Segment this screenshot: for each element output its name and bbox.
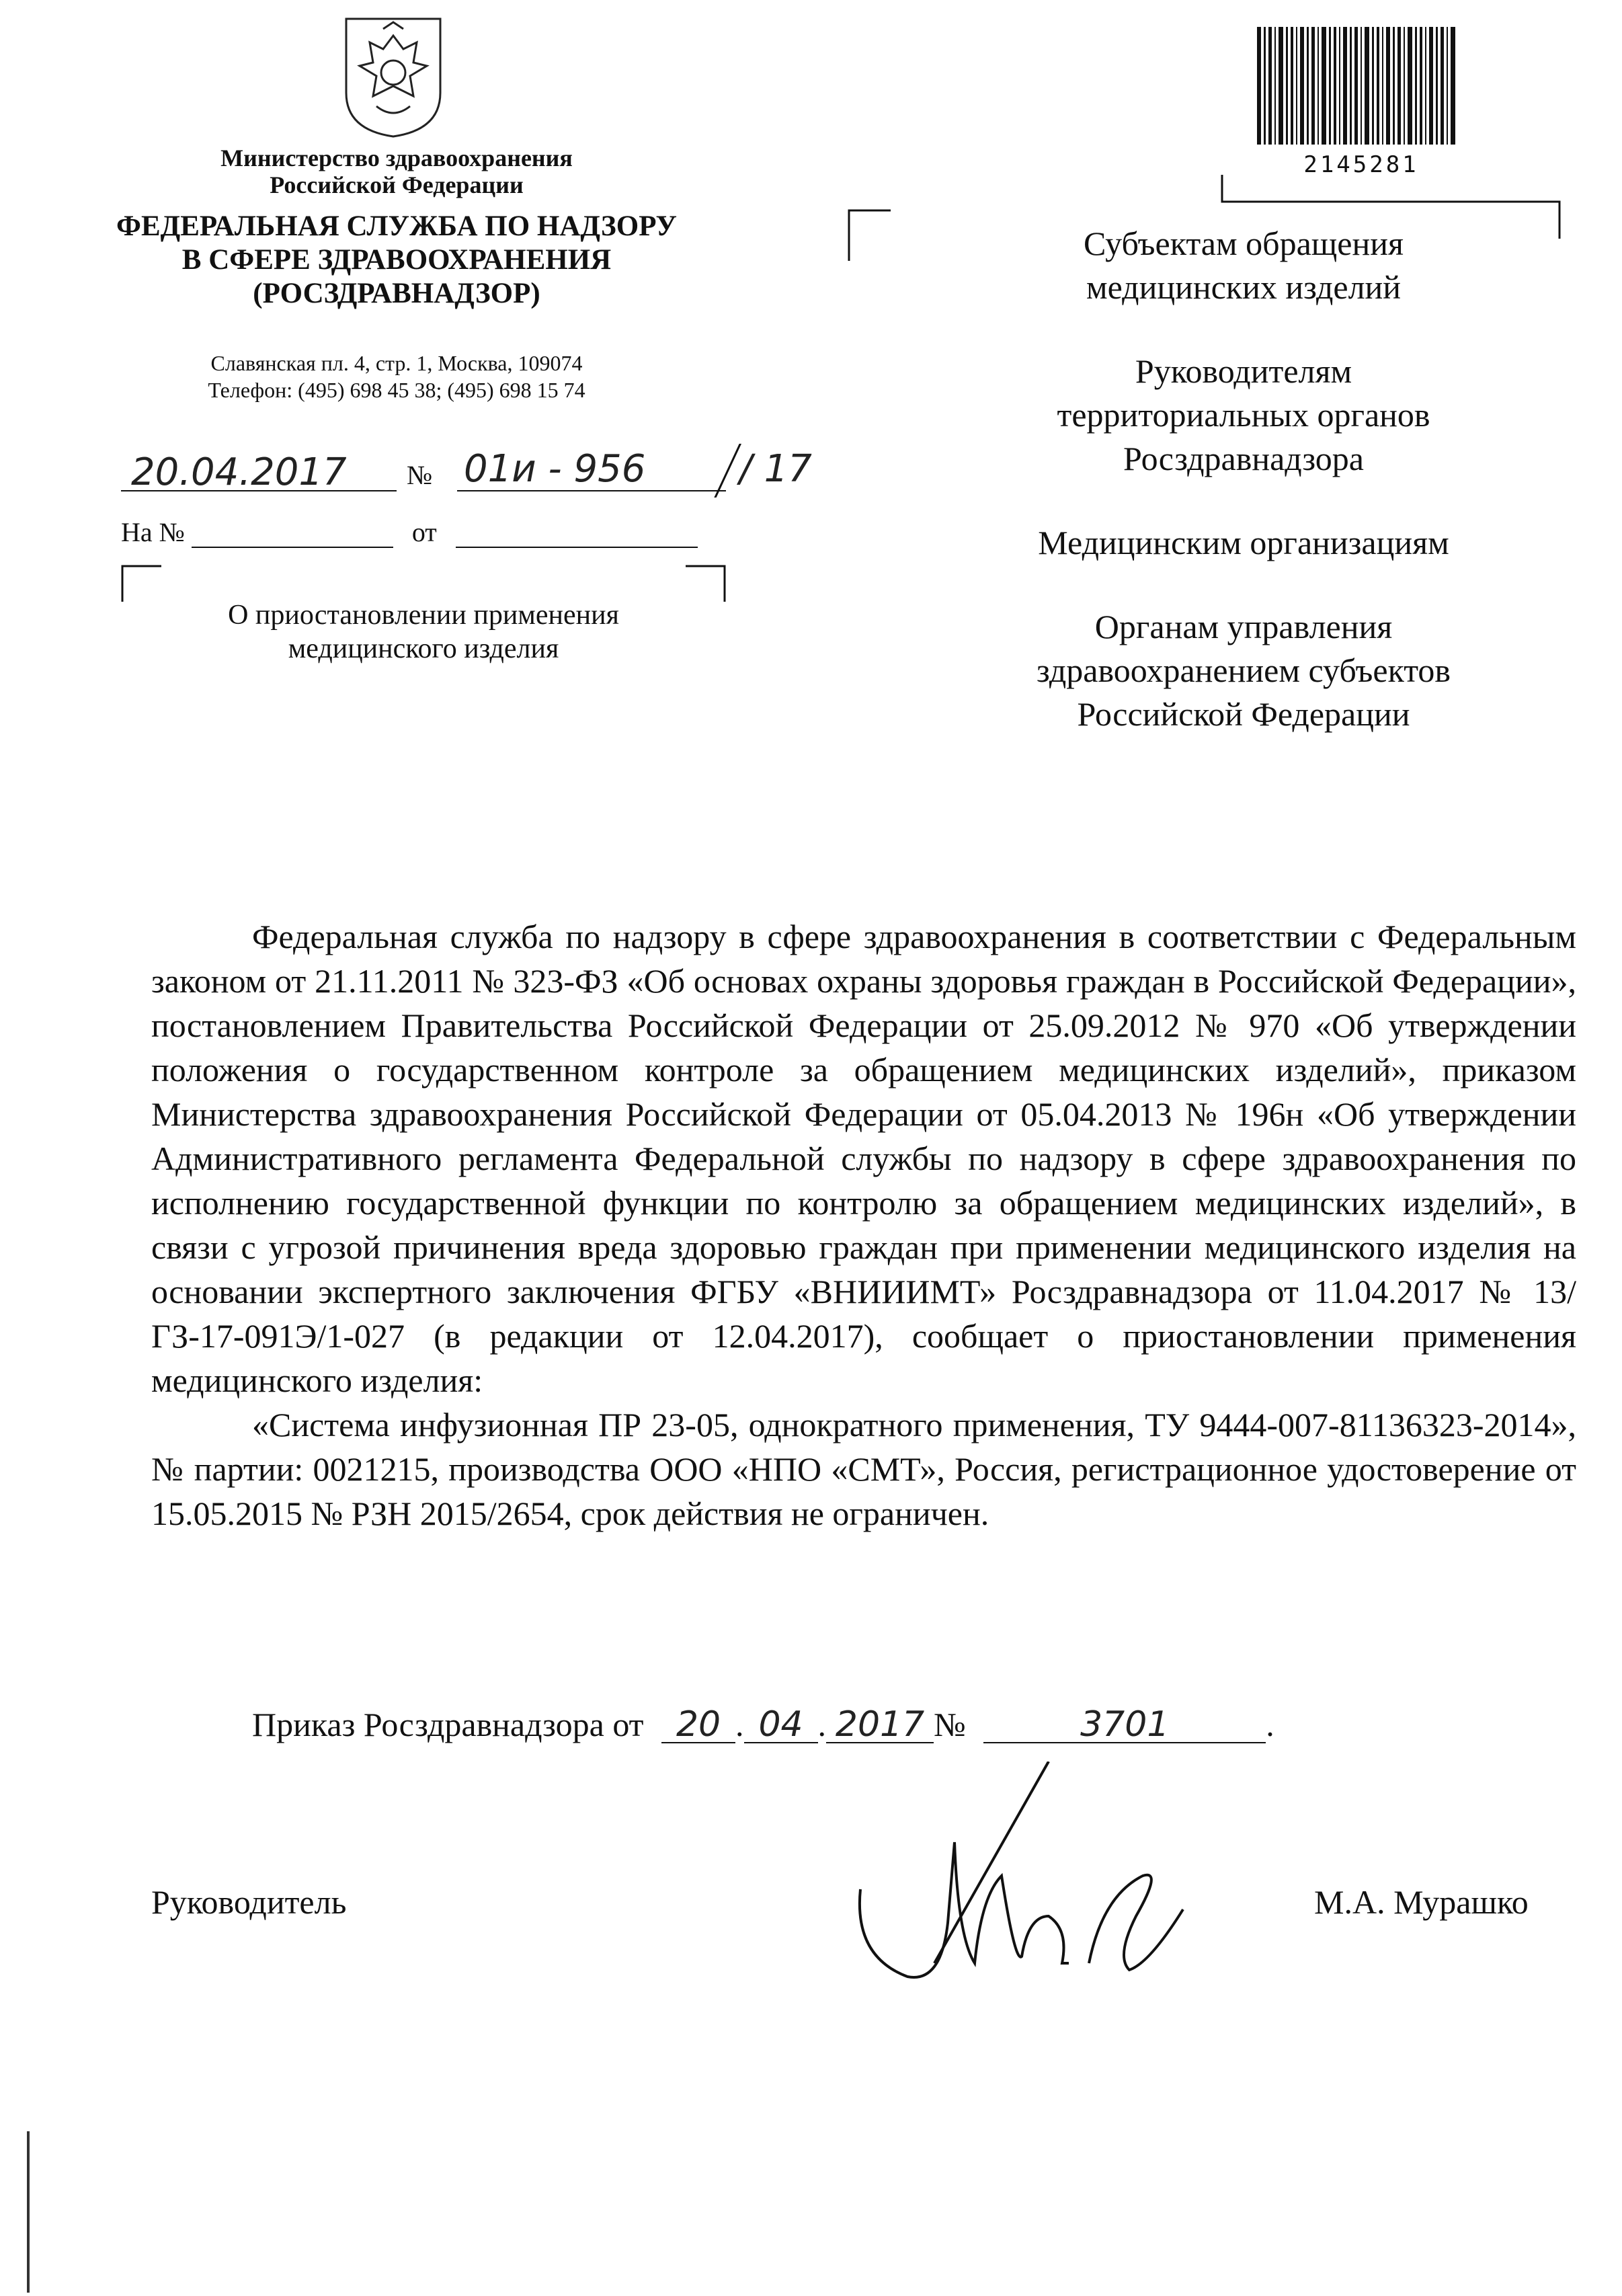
reference-from-label: от — [411, 517, 437, 547]
ministry-line-1: Министерство здравоохранения — [220, 145, 573, 171]
address-line-2: Телефон: (495) 698 45 38; (495) 698 15 74 — [208, 378, 585, 402]
letter-body — [151, 914, 1576, 1536]
reference-date-blank — [456, 522, 698, 548]
body-paragraph-1: Федеральная служба по надзору в сфере здравоохранения в соответствии с Федеральным законом от 21.11.2011 № 323-ФЗ «Об основах охраны здоровья граждан в Российской Федерации», постановлением Правительства Российской Федерации от 25.09.2012 № 970 «Об утверждении положения о государственном контроле за обращением медицинских изделий», приказом Министерства здравоохранения Российской Федерации от 05.04.2013 № 196н «Об утверждении Административного регламента Федеральной службы по надзору в сфере здравоохранения по исполнению государственной функции по контролю за обращением медицинских изделий», в связи с угрозой причинения вреда здоровью граждан при применении медицинского изделия на основании экспертного заключения ФГБУ «ВНИИИМТ» Росздравнадзора от 11.04.2017 № 13/ГЗ-17-091Э/1-027 (в редакции от 12.04.2017), сообщает о приостановлении применения медицинского изделия: — [151, 918, 1576, 1399]
letter-subject — [121, 598, 726, 666]
order-month: 04 — [758, 1704, 803, 1745]
reference-line — [121, 516, 726, 548]
barcode-number: 2145281 — [1303, 151, 1419, 178]
order-number: 3701 — [1080, 1704, 1170, 1745]
addressee-line: Российской Федерации — [1077, 695, 1410, 733]
address-line-1: Славянская пл. 4, стр. 1, Москва, 109074 — [210, 351, 583, 375]
order-end: . — [1266, 1706, 1274, 1743]
service-name — [101, 210, 692, 311]
coat-of-arms-emblem — [336, 12, 450, 140]
order-year-field — [826, 1704, 934, 1743]
addressee-line: Органам управления — [1094, 608, 1393, 645]
signatory-title: Руководитель — [151, 1883, 347, 1921]
order-month-field — [744, 1704, 818, 1743]
reference-number-blank — [192, 522, 393, 548]
addressee-line: Росздравнадзора — [1123, 440, 1364, 477]
addressee-line: территориальных органов — [1057, 396, 1430, 434]
scan-margin-line — [27, 2131, 30, 2293]
addressee — [941, 605, 1546, 736]
signatory-name: М.А. Мурашко — [1314, 1883, 1529, 1921]
subject-line-2: медицинского изделия — [288, 633, 559, 664]
order-reference: Приказ Росздравнадзора от 20 . 04 . 2017 № 3701 . — [252, 1704, 1274, 1745]
service-line-2: В СФЕРЕ ЗДРАВООХРАНЕНИЯ — [181, 244, 612, 276]
addressee-line: Руководителям — [1135, 352, 1352, 390]
order-prefix: Приказ Росздравнадзора от — [252, 1706, 644, 1743]
handwritten-date: 20.04.2017 — [131, 450, 347, 494]
addressees — [941, 222, 1546, 777]
addressee-line: Субъектам обращения — [1084, 225, 1404, 262]
addressee-line: здравоохранением субъектов — [1036, 651, 1451, 689]
registration-number-label: № — [407, 460, 433, 490]
service-address — [155, 350, 639, 403]
handwritten-registration-number: 01и - 956 — [464, 447, 646, 491]
handwritten-signature — [847, 1761, 1197, 2004]
handwritten-registration-suffix: / 17 — [739, 447, 812, 491]
addressee — [941, 222, 1546, 309]
order-number-field — [983, 1704, 1266, 1743]
addressee — [941, 521, 1546, 565]
addressee-bracket — [847, 208, 894, 262]
order-year: 2017 — [835, 1704, 925, 1745]
subject-line-1: О приостановлении применения — [228, 600, 619, 631]
body-paragraph-2: «Система инфузионная ПР 23-05, однократного применения, ТУ 9444-007-81136323-2014», № партии: 0021215, производства ООО «НПО «СМТ», Россия, регистрационное удостоверение от 15.05.2015 № РЗН 2015/2654, срок действия не ограничен. — [151, 1406, 1576, 1532]
service-line-1: ФЕДЕРАЛЬНАЯ СЛУЖБА ПО НАДЗОРУ — [116, 210, 677, 242]
addressee-line: Медицинским организациям — [1038, 524, 1449, 561]
ministry-line-2: Российской Федерации — [270, 171, 524, 198]
addressee-line: медицинских изделий — [1086, 268, 1402, 306]
ministry-name — [155, 145, 639, 198]
service-line-3: (РОСЗДРАВНАДЗОР) — [253, 278, 540, 309]
order-number-label: № — [934, 1706, 966, 1743]
addressee — [941, 350, 1546, 481]
order-day-field — [661, 1704, 735, 1743]
order-day: 20 — [676, 1704, 721, 1745]
barcode — [1257, 27, 1459, 145]
reference-number-label: На № — [121, 517, 185, 547]
